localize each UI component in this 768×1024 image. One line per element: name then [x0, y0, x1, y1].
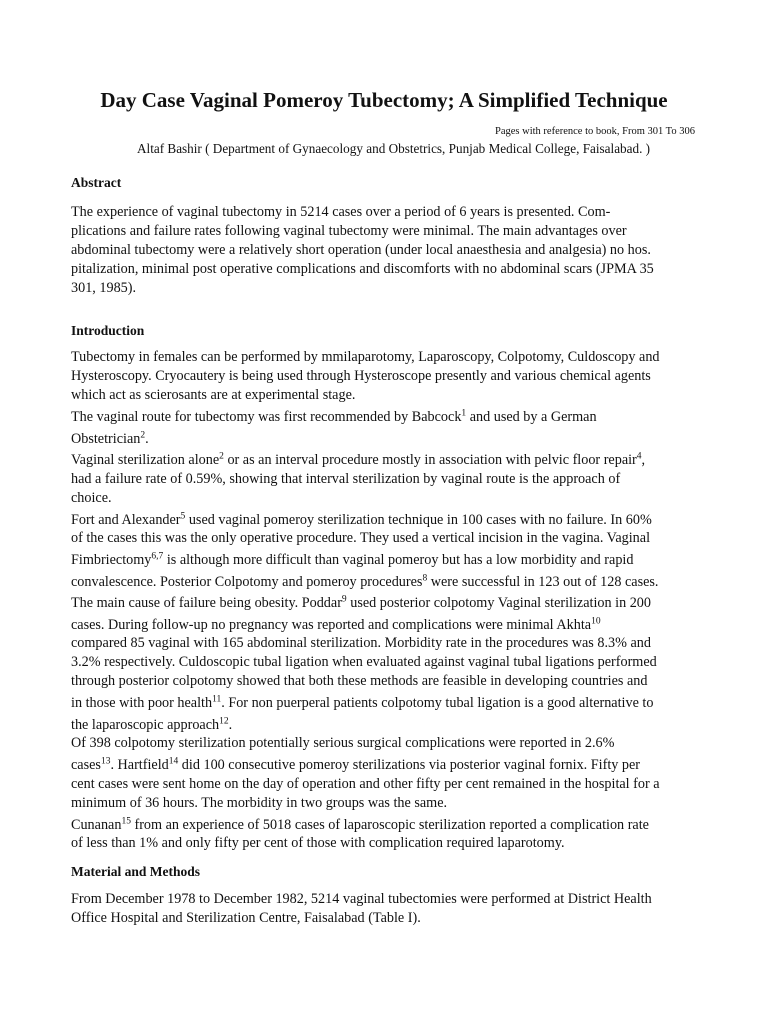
citation-ref: 13 — [100, 756, 111, 767]
text-line: choice. — [71, 489, 112, 506]
text-line: Fort and Alexander$^5$ used vaginal pomeroy sterilization technique in 100 cases with no failure. In 60% — [71, 510, 652, 528]
text-line: convalescence. Posterior Colpotomy and pomeroy procedures$^8$ were successful in 123 out of 128 cases. — [71, 572, 659, 590]
pages-reference: Pages with reference to book, From 301 To 306 — [495, 126, 695, 137]
methods-line: Office Hospital and Sterilization Centre, Faisalabad (Table I). — [71, 910, 421, 926]
text-line: Tubectomy in females can be performed by mmilaparotomy, Laparoscopy, Colpotomy, Culdoscopy and — [71, 349, 660, 365]
text-line: 3.2% respectively. Culdoscopic tubal ligation when evaluated against vaginal tubal ligations performed — [71, 654, 657, 670]
text-line: cases. During follow-up no pregnancy was reported and complications were minimal Akhta$^{10}$ — [71, 615, 601, 633]
text-line: of the cases this was the only operative procedure. They used a vertical incision in the vagina. Vaginal — [71, 530, 651, 546]
text-line: through posterior colpotomy showed that both these methods are feasible in developing countries and — [71, 673, 648, 689]
text-line: Cunanan$^{15}$ from an experience of 5018 cases of laparoscopic sterilization reported a complication rate — [71, 815, 649, 833]
citation-ref: 9 — [341, 594, 347, 605]
abstract-line: pitalization, minimal post operative complications and discomforts with no abdominal scars (JPMA 35 — [71, 261, 654, 277]
text-line: Obstetrician$^2$. — [71, 429, 149, 447]
introduction-heading: Introduction — [71, 323, 145, 338]
methods-body — [71, 890, 701, 928]
citation-ref: 11 — [212, 694, 222, 705]
text-line: which act as scierosants are at experimental stage. — [71, 387, 356, 403]
abstract-line: The experience of vaginal tubectomy in 5214 cases over a period of 6 years is presented. Com- — [71, 204, 611, 220]
text-line: compared 85 vaginal with 165 abdominal sterilization. Morbidity rate in the procedures was 8.3% and — [71, 635, 651, 651]
text-line: cent cases were sent home on the day of operation and other fifty per cent remained in the hospital for a — [71, 775, 660, 792]
methods-heading: Material and Methods — [71, 864, 200, 879]
citation-ref: 8 — [422, 572, 428, 583]
text-line: Vaginal sterilization alone$^2$ or as an interval procedure mostly in association with pelvic floor repair$^4$, — [71, 451, 646, 468]
methods-line: From December 1978 to December 1982, 5214 vaginal tubectomies were performed at District Health — [71, 891, 652, 907]
citation-ref: 5 — [180, 510, 186, 521]
citation-ref: 4 — [636, 451, 642, 462]
abstract-body — [71, 203, 701, 298]
abstract-line: 301, 1985). — [71, 280, 137, 296]
text-line: Of 398 colpotomy sterilization potentially serious surgical complications were reported in 2.6% — [71, 735, 615, 751]
text-line: the laparoscopic approach$^{12}$. — [71, 715, 233, 733]
abstract-line: abdominal tubectomy were a relatively short operation (under local anaesthesia and analgesia) no hos. — [71, 242, 651, 258]
citation-ref: 2 — [219, 451, 224, 462]
citation-ref: 6,7 — [151, 551, 164, 562]
text-line: The vaginal route for tubectomy was first recommended by Babcock$^1$ and used by a German — [71, 408, 597, 425]
citation-ref: 2 — [140, 429, 146, 440]
text-line: in those with poor health$^{11}$. For non puerperal patients colpotomy tubal ligation is a good alternative to — [71, 694, 654, 711]
citation-ref: 15 — [121, 815, 131, 826]
citation-ref: 1 — [461, 408, 467, 419]
citation-ref: 12 — [219, 715, 229, 726]
text-line: The main cause of failure being obesity. Poddar$^9$ used posterior colpotomy Vaginal sterilization in 200 — [71, 594, 651, 611]
text-line: minimum of 36 hours. The morbidity in two groups was the same. — [71, 794, 448, 811]
abstract-line: plications and failure rates following vaginal tubectomy were minimal. The main advantages over — [71, 223, 627, 239]
text-line: cases$^{13}$. Hartfield$^{14}$ did 100 consecutive pomeroy sterilizations via posterior vaginal fornix. Fifty per — [71, 756, 641, 773]
text-line: had a failure rate of 0.59%, showing that interval sterilization by vaginal route is the approach of — [71, 470, 621, 487]
text-line: of less than 1% and only fifty per cent of those with complication required laparotomy. — [71, 835, 565, 851]
citation-ref: 10 — [591, 615, 601, 626]
citation-ref: 14 — [168, 756, 179, 767]
introduction-body — [71, 348, 711, 853]
text-line: Hysteroscopy. Cryocautery is being used through Hysteroscope presently and various chemical agents — [71, 368, 651, 384]
paper-title: Day Case Vaginal Pomeroy Tubectomy; A Simplified Technique — [100, 88, 668, 112]
author-affiliation: Altaf Bashir ( Department of Gynaecology and Obstetrics, Punjab Medical College, Faisalabad. ) — [137, 141, 651, 156]
abstract-heading: Abstract — [71, 175, 122, 190]
text-line: Fimbriectomy$^{6,7}$ is although more difficult than vaginal pomeroy but has a low morbidity and rapid — [71, 551, 634, 568]
